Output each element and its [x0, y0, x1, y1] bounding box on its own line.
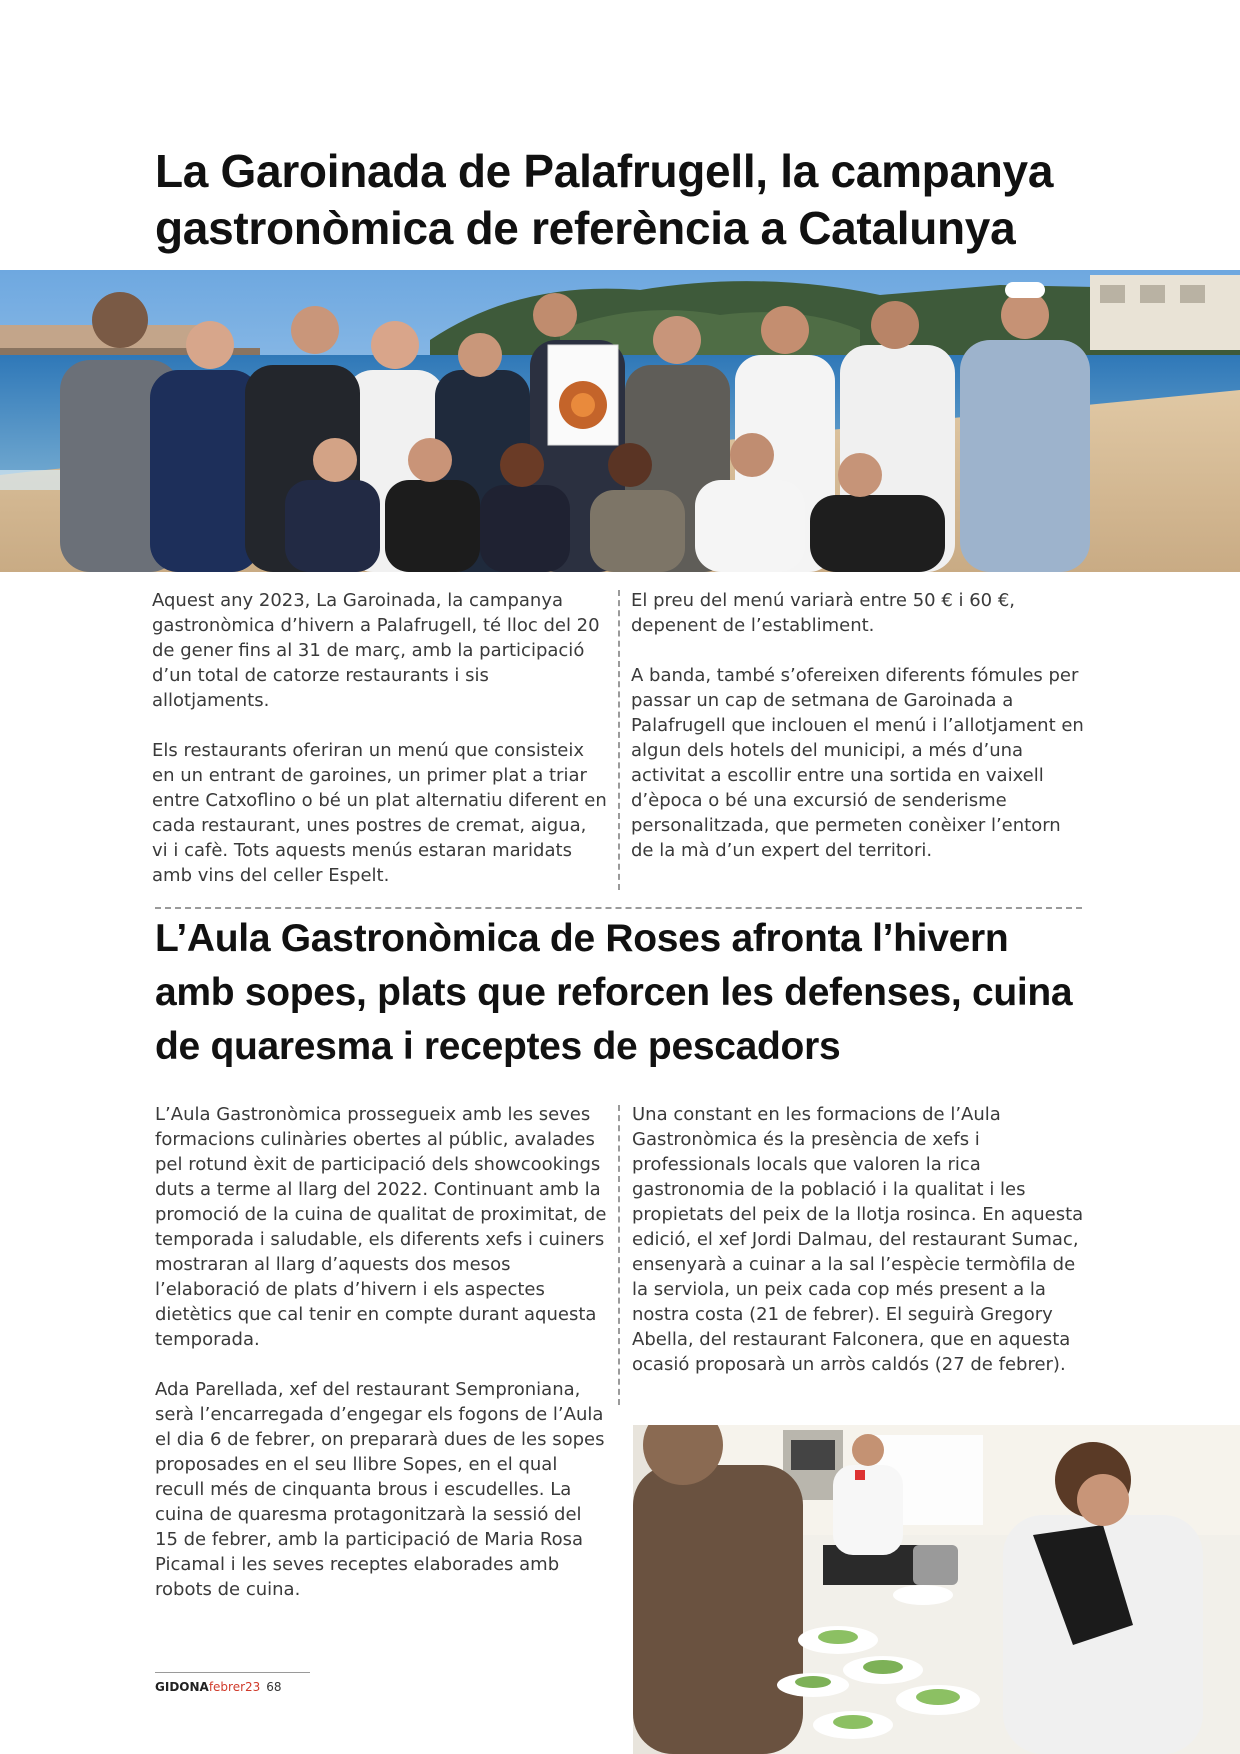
- footer-issue: febrer23: [208, 1680, 261, 1694]
- article-1-column-left: [152, 588, 607, 888]
- article-2-column-right: [632, 1102, 1087, 1377]
- article-2-column-left: [155, 1102, 610, 1602]
- kitchen-photo: [633, 1425, 1240, 1754]
- footer-brand: GIDONA: [155, 1680, 209, 1694]
- group-photo-illustration: [0, 270, 1240, 572]
- page-number: 68: [266, 1680, 282, 1694]
- article-1-right-paragraph-1: El preu del menú variarà entre 50 € i 60 €, depenent de l’establiment.: [631, 590, 1016, 636]
- section-divider: [155, 907, 1082, 909]
- article-2-left-paragraph-1: L’Aula Gastronòmica prossegueix amb les seves formacions culinàries obertes al públic, avalades pel rotund èxit de participació dels showcookings duts a terme al llarg del 2022. Continuant amb la promoció de la cuina de qualitat de proximitat, de temporada i saludable, els diferents xefs i cuiners mostraran al llarg d’aquests dos mesos l’elaboració de plats d’hivern i els aspectes dietètics que cal tenir en compte durant aquesta temporada.: [155, 1104, 607, 1350]
- page-footer: [155, 1680, 282, 1694]
- article-1-title: La Garoinada de Palafrugell, la campanya gastronòmica de referència a Catalunya: [155, 145, 1054, 254]
- article-2-title: L’Aula Gastronòmica de Roses afronta l’hivern amb sopes, plats que reforcen les defenses, cuina de quaresma i receptes de pescadors: [155, 917, 1073, 1068]
- article-1-left-paragraph-1: Aquest any 2023, La Garoinada, la campanya gastronòmica d’hivern a Palafrugell, té lloc del 20 de gener fins al 31 de març, amb la participació d’un total de catorze restaurants i sis allotjaments.: [152, 590, 600, 711]
- article-1-left-paragraph-2: Els restaurants oferiran un menú que consisteix en un entrant de garoines, un primer plat a triar entre Catxoflino o bé un plat alternatiu diferent en cada restaurant, unes postres de cremat, aigua, vi i cafè. Tots aquests menús estaran maridats amb vins del celler Espelt.: [152, 740, 607, 886]
- kitchen-photo-illustration: [633, 1425, 1240, 1754]
- article-2-right-paragraph-1: Una constant en les formacions de l’Aula Gastronòmica és la presència de xefs i professionals locals que valoren la rica gastronomia de la població i la qualitat i les propietats del peix de la llotja rosinca. En aquesta edició, el xef Jordi Dalmau, del restaurant Sumac, ensenyarà a cuinar a la sal l’espècie termòfila de la serviola, un peix cada cop més present a la nostra costa (21 de febrer). El seguirà Gregory Abella, del restaurant Falconera, que en aquesta ocasió proposarà un arròs caldós (27 de febrer).: [632, 1104, 1084, 1375]
- footer-rule: [155, 1672, 310, 1673]
- article-1-right-paragraph-2: A banda, també s’ofereixen diferents fómules per passar un cap de setmana de Garoinada a Palafrugell que inclouen el menú i l’allotjament en algun dels hotels del municipi, a més d’una activitat a escollir entre una sortida en vaixell d’època o bé una excursió de senderisme personalitzada, que permeten conèixer l’entorn de la mà d’un expert del territori.: [631, 665, 1084, 861]
- article-2-left-paragraph-2: Ada Parellada, xef del restaurant Semproniana, serà l’encarregada d’engegar els fogons de l’Aula el dia 6 de febrer, on prepararà dues de les sopes proposades en el seu llibre Sopes, en el qual recull més de cinquanta brous i escudelles. La cuina de quaresma protagonitzarà la sessió del 15 de febrer, amb la participació de Maria Rosa Picamal i les seves receptes elaborades amb robots de cuina.: [155, 1379, 605, 1600]
- article-2-column-divider: [618, 1105, 620, 1405]
- group-photo-beach: [0, 270, 1240, 572]
- article-1-column-right: [631, 588, 1086, 863]
- article-1-column-divider: [618, 590, 620, 890]
